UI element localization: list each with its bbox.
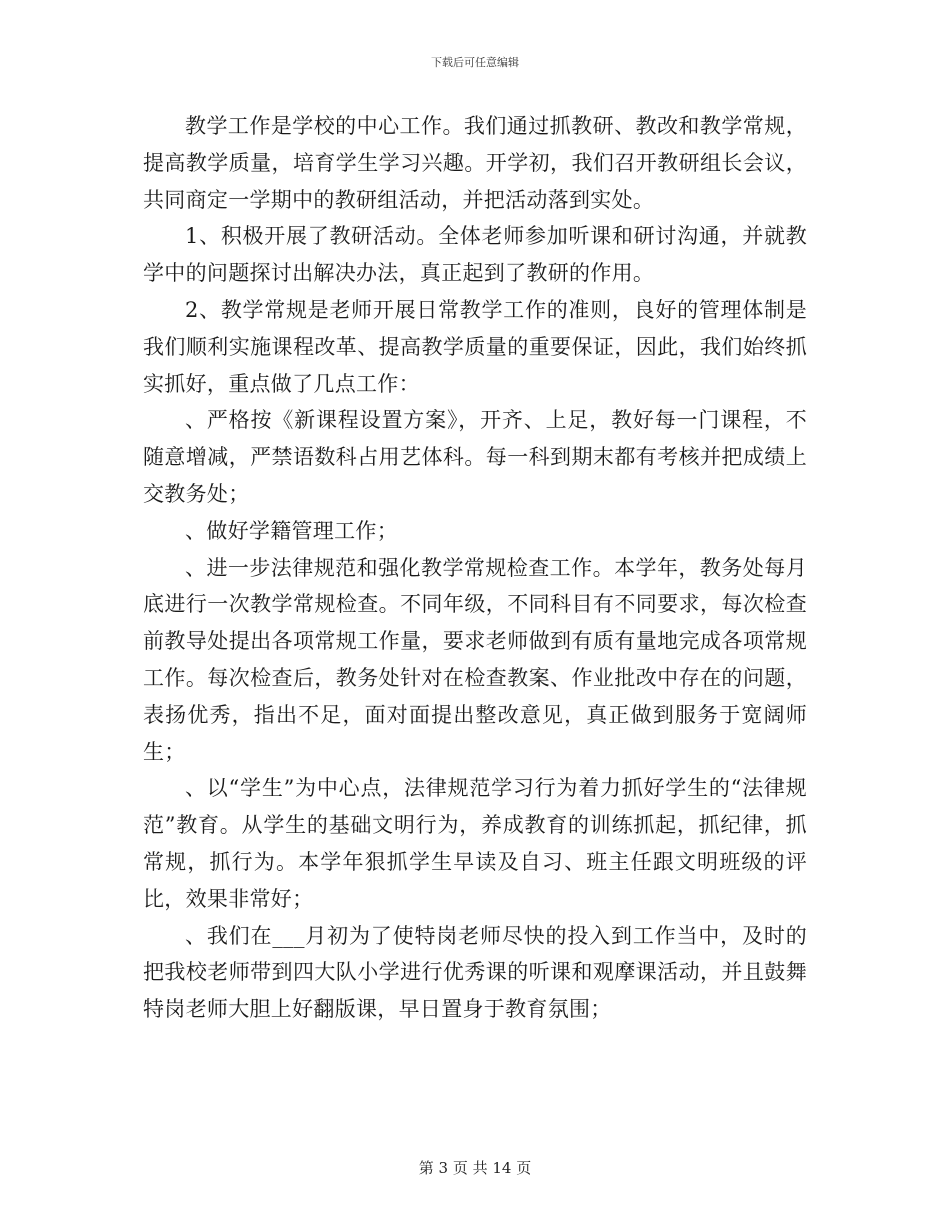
paragraph-item-1: 1、积极开展了教研活动。全体老师参加听课和研讨沟通，并就教学中的问题探讨出解决办法，真正起到了教研的作用。 xyxy=(143,224,807,286)
paragraph-item-2: 2、教学常规是老师开展日常教学工作的准则，良好的管理体制是我们顺利实施课程改革、提高教学质量的重要保证，因此，我们始终抓实抓好，重点做了几点工作： xyxy=(143,297,807,396)
page-header: 下载后可任意编辑 xyxy=(431,56,519,69)
paragraph-teacher-training: 、我们在___月初为了使特岗老师尽快的投入到工作当中，及时的把我校老师带到四大队小学进行优秀课的听课和观摩课活动，并且鼓舞特岗老师大胆上好翻版课，早日置身于教育氛围； xyxy=(143,923,807,1022)
paragraph-student-conduct: 、以“学生”为中心点，法律规范学习行为着力抓好学生的“法律规范”教育。从学生的基础文明行为，养成教育的训练抓起，抓纪律，抓常规，抓行为。本学年狠抓学生早读及自习、班主任跟文明班级的评比，效果非常好； xyxy=(143,776,807,911)
document-body xyxy=(143,108,807,1028)
page-number: 第 3 页 共 14 页 xyxy=(418,1159,532,1177)
paragraph-inspection: 、进一步法律规范和强化教学常规检查工作。本学年，教务处每月底进行一次教学常规检查。不同年级，不同科目有不同要求，每次检查前教导处提出各项常规工作量，要求老师做到有质有量地完成各项常规工作。每次检查后，教务处针对在检查教案、作业批改中存在的问题，表扬优秀，指出不足，面对面提出整改意见，真正做到服务于宽阔师生； xyxy=(143,555,807,764)
paragraph-curriculum: 、严格按《新课程设置方案》，开齐、上足，教好每一门课程，不随意增减，严禁语数科占用艺体科。每一科到期末都有考核并把成绩上交教务处； xyxy=(143,408,807,506)
paragraph-enrollment: 、做好学籍管理工作； xyxy=(185,518,398,543)
paragraph-intro: 教学工作是学校的中心工作。我们通过抓教研、教改和教学常规，提高教学质量，培育学生学习兴趣。开学初，我们召开教研组长会议，共同商定一学期中的教研组活动，并把活动落到实处。 xyxy=(143,114,807,212)
